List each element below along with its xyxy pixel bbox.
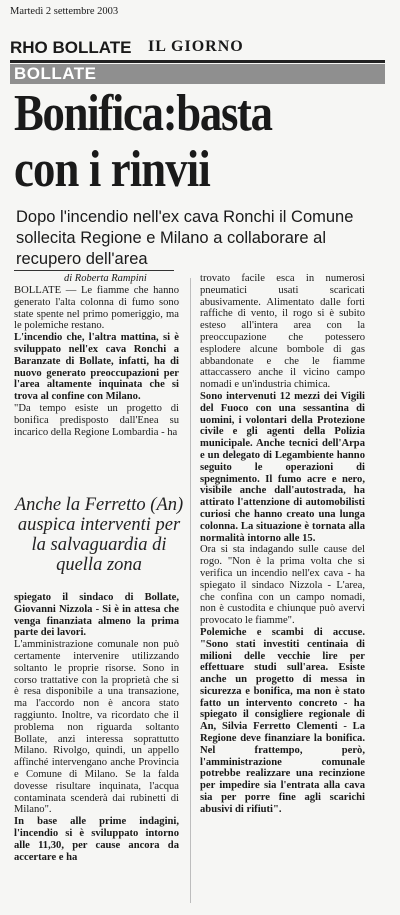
masthead-rule (10, 60, 385, 63)
column-left-bottom (14, 592, 179, 863)
paragraph: spiegato il sindaco di Bollate, Giovanni Nizzola - Si è in attesa che venga finanziata almeno la prima parte dei lavori. (14, 592, 179, 639)
paragraph: Sono intervenuti 12 mezzi dei Vigili del Fuoco con una sessantina di uomini, i volontari della Protezione civile e gli agenti della Polizia municipale. Anche tecnici dell'Arpa e un delegato di Legambiente hanno seguito le operazioni di spegnimento. Il fumo acre e nero, visibile anche dall'autostrada, ha attirato l'attenzione di automobilisti curiosi che hanno creato una lunga colonna. La situazione è tornata alla normalità intorno alle 15. (200, 390, 365, 544)
paragraph: Ora si sta indagando sulle cause del rogo. "Non è la prima volta che si verifica un incendio nell'ex cava - ha spiegato il sindaco Nizzola - L'area, che confina con un campo nomadi, non è custodita e chiunque può avervi provocato le fiamme". (200, 544, 365, 627)
column-left-top (14, 285, 179, 438)
paragraph: BOLLATE — Le fiamme che hanno generato l'alta colonna di fumo sono state spente nel primo pomeriggio, ma le polemiche restano. (14, 285, 179, 332)
subheadline: Dopo l'incendio nell'ex cava Ronchi il Comune sollecita Regione e Milano a collaborare al recupero dell'area (16, 208, 354, 268)
headline-line-1: Bonifica:basta (14, 85, 272, 142)
subheadline-rule (14, 270, 174, 271)
paragraph: trovato facile esca in numerosi pneumatici usati scaricati abusivamente. Alimentato dalle forti raffiche di vento, il rogo si è subito esteso all'intera area con la preoccupazione che potessero esplodere alcune bombole di gas abbandonate e che le fiamme attaccassero anche il vicino campo nomadi e un'industria chimica. (200, 273, 365, 391)
section-title: RHO BOLLATE (10, 38, 132, 57)
paragraph: L'incendio che, l'altra mattina, si è sviluppato nell'ex cava Ronchi a Baranzate di Bollate, infatti, ha di nuovo generato preoccupazioni per l'area altamente inquinata che si trova al confine con Milano. (14, 332, 179, 403)
column-divider (190, 278, 191, 903)
paragraph: In base alle prime indagini, l'incendio si è sviluppato intorno alle 11,30, per cause ancora da accertare e ha (14, 816, 179, 863)
pull-quote: Anche la Ferretto (An) auspica interventi per la salvaguardia di quella zona (14, 495, 184, 575)
paragraph: L'amministrazione comunale non può certamente intervenire utilizzando soltanto le proprie risorse. Sono in corso trattative con la proprietà che si è resa disponibile a una transazione, ma l'accordo non è ancora stato raggiunto. Inoltre, va ricordato che il problema non riguarda soltanto Bollate, anzi interessa soprattutto Milano. Rivolgo, quindi, un appello affinché intervengano anche Provincia e Comune di Milano. Se la falda dovesse risultare inquinata, l'acqua contaminata scenderà dai rubinetti di Milano". (14, 639, 179, 816)
paragraph: "Da tempo esiste un progetto di bonifica predisposto dall'Enea su incarico della Regione Lombardia - ha (14, 402, 179, 438)
newspaper-logo: IL GIORNO (148, 38, 244, 55)
column-right (200, 273, 365, 816)
paragraph: Polemiche e scambi di accuse. "Sono stati investiti centinaia di milioni delle vecchie lire per effettuare studi sull'area. Esiste anche un progetto di messa in sicurezza e bonifica, ma non è stato fatto un intervento concreto - ha spiegato il consigliere regionale di An, Silvia Ferretto Clementi - La Regione deve finanziare la bonifica. Nel frattempo, però, l'amministrazione comunale potrebbe realizzare una recinzione per impedire sia l'entrata alla cava sia per porre fine agli scarichi abusivi di rifiuti". (200, 626, 365, 815)
headline-line-2: con i rinvii (14, 141, 210, 198)
byline: di Roberta Rampini (64, 273, 147, 284)
banner-label: BOLLATE (14, 64, 97, 83)
section-banner (10, 64, 385, 84)
issue-date: Martedì 2 settembre 2003 (10, 6, 119, 17)
